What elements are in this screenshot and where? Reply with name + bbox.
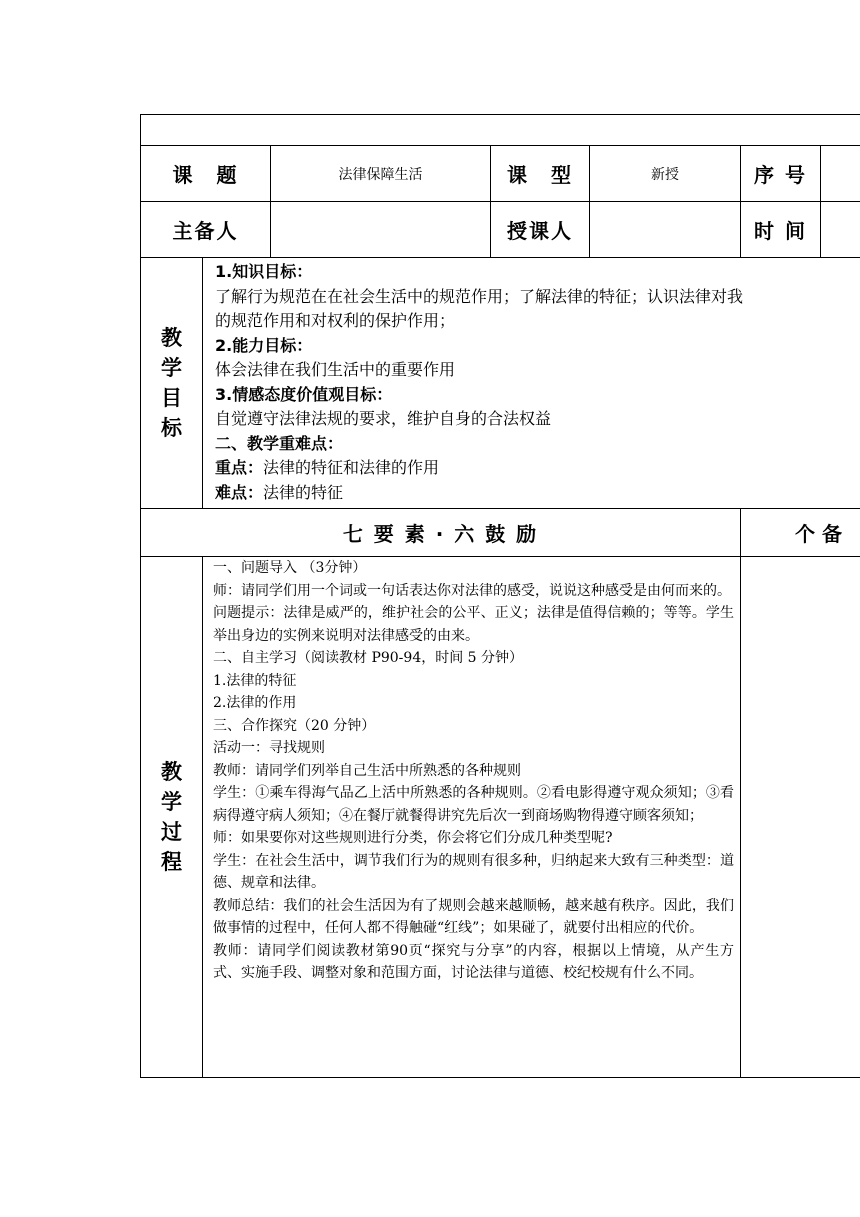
process-paragraph: 学生：①乘车得海气品乙上活中所熟悉的各种规则。②看电影得遵守观众须知；③看病得遵守病人须知；④在餐厅就餐得讲究先后次一到商场购物得遵守顾客须知； <box>213 785 734 824</box>
goal-line <box>215 309 860 334</box>
label-teacher: 授课人 <box>491 202 590 258</box>
preparer-value <box>271 202 491 258</box>
lesson-plan-table <box>140 114 860 1078</box>
goal-line-heading: 1.知识目标： <box>215 262 313 281</box>
process-paragraph: 1.法律的特征 <box>213 672 297 689</box>
label-topic: 课 题 <box>141 146 271 202</box>
process-paragraph: 教师：请同学们列举自己生活中所熟悉的各种规则 <box>213 762 521 779</box>
goal-line <box>215 383 860 408</box>
process-side-label: 教 学 过 程 <box>141 557 203 1078</box>
process-paragraph: 教师总结：我们的社会生活因为有了规则会越来越顺畅，越来越有秩序。因此，我们做事情的过程中，任何人都不得触碰“红线”；如果碰了，就要付出相应的代价。 <box>213 897 734 936</box>
goal-line <box>215 358 860 383</box>
process-paragraph: 教师：请同学们阅读教材第90页“探究与分享”的内容，根据以上情境，从产生方式、实施手段、调整对象和范围方面，讨论法律与道德、校纪校规有什么不同。 <box>213 942 734 981</box>
banner-personal-prep: 个 备 <box>741 509 860 557</box>
goals-content <box>203 258 860 509</box>
title-cell <box>141 115 860 146</box>
goal-line-text: 了解行为规范在在社会生活中的规范作用；了解法律的特征；认识法律对我 <box>215 286 744 306</box>
process-paragraph: 2.法律的作用 <box>213 695 297 711</box>
goals-row <box>141 258 860 509</box>
process-paragraph: 一、问题导入 （3分钟） <box>213 560 367 576</box>
process-paragraph: 活动一：寻找规则 <box>213 740 325 756</box>
goal-line-text: 自觉遵守法律法规的要求，维护自身的合法权益 <box>215 409 552 428</box>
label-seq: 序 号 <box>741 146 821 202</box>
process-row <box>141 557 860 1078</box>
goal-line <box>215 456 860 481</box>
label-type: 课 型 <box>491 146 590 202</box>
teacher-value <box>590 202 741 258</box>
goal-line-text: 体会法律在我们生活中的重要作用 <box>215 360 456 379</box>
personal-prep-column <box>741 557 860 1078</box>
goal-line <box>215 407 860 432</box>
seq-value <box>821 146 860 202</box>
banner-row <box>141 509 860 557</box>
header-row-2 <box>141 202 860 258</box>
goals-side-label: 教 学 目 标 <box>141 258 203 509</box>
goal-line <box>215 481 860 506</box>
banner-seven-elements: 七 要 素 · 六 鼓 励 <box>141 509 741 557</box>
label-preparer: 主备人 <box>141 202 271 258</box>
topic-value: 法律保障生活 <box>271 146 491 202</box>
process-paragraph: 师：请同学们用一个词或一句话表达你对法律的感受，说说这种感受是由何而来的。 <box>213 582 731 599</box>
goal-line-text: 的规范作用和对权利的保护作用； <box>215 311 456 330</box>
type-value: 新授 <box>590 146 741 202</box>
goal-line-heading: 3.情感态度价值观目标： <box>215 384 393 404</box>
goal-line <box>215 260 860 285</box>
time-value <box>821 202 860 258</box>
goal-line-heading: 2.能力目标： <box>215 335 313 355</box>
label-time: 时 间 <box>741 202 821 258</box>
goal-line-heading: 二、教学重难点： <box>215 433 344 453</box>
goal-line <box>215 285 860 310</box>
goal-line <box>215 334 860 359</box>
goal-line-text: 法律的特征 <box>263 482 344 502</box>
header-row-1 <box>141 146 860 202</box>
goal-line-heading: 重点： <box>215 458 264 477</box>
process-paragraph: 师：如果要你对这些规则进行分类，你会将它们分成几种类型呢? <box>213 830 613 846</box>
goal-line-text: 法律的特征和法律的作用 <box>263 458 440 477</box>
process-paragraph: 学生：在社会生活中，调节我们行为的规则有很多种，归纳起来大致有三种类型：道德、规章和法律。 <box>213 852 734 891</box>
process-paragraph: 三、合作探究（20 分钟） <box>213 717 376 734</box>
process-paragraph: 问题提示：法律是威严的，维护社会的公平、正义；法律是值得信赖的；等等。学生举出身边的实例来说明对法律感受的由来。 <box>213 605 734 644</box>
process-content <box>203 557 741 1078</box>
goal-line-heading: 难点： <box>215 482 264 502</box>
title-row <box>141 115 860 146</box>
process-paragraph: 二、自主学习（阅读教材 P90-94，时间 5 分钟） <box>213 650 524 666</box>
goal-line <box>215 432 860 457</box>
